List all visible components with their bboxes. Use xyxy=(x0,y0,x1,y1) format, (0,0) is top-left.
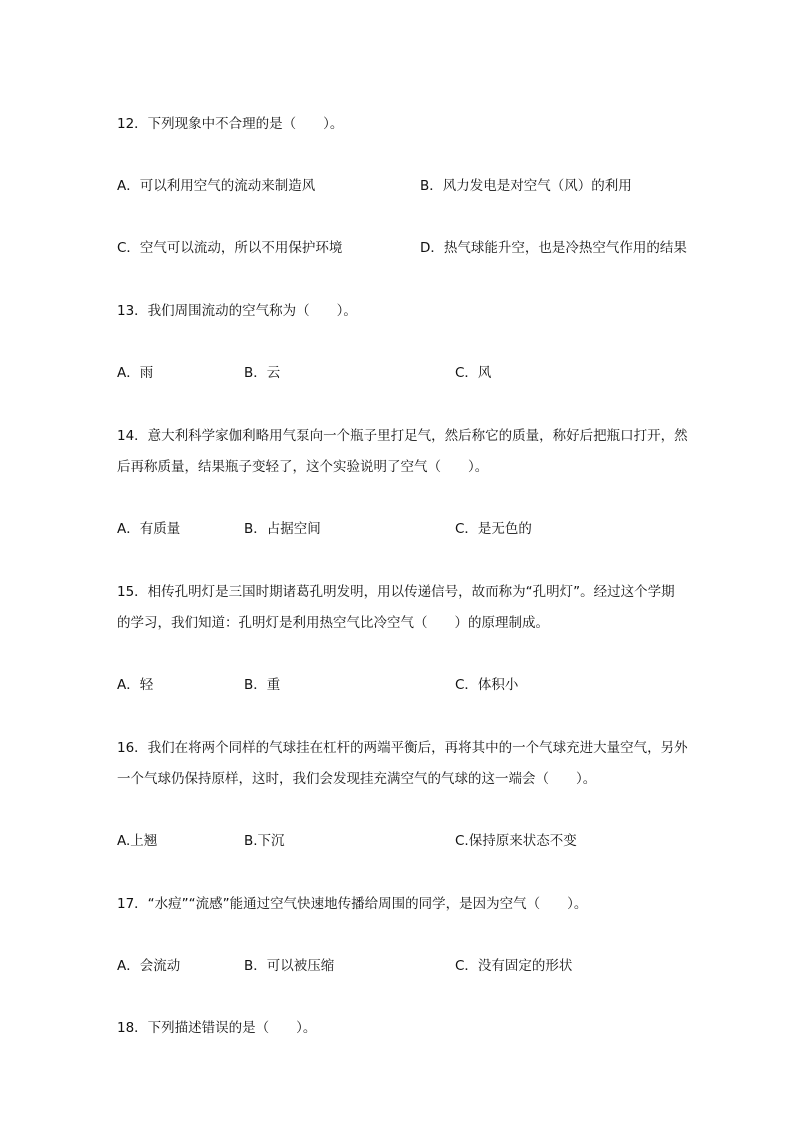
question-17-option-c: C．没有固定的形状 xyxy=(455,958,573,974)
question-16-stem-line-1: 16．我们在将两个同样的气球挂在杠杆的两端平衡后，再将其中的一个气球充进大量空气，另外 xyxy=(117,740,688,756)
question-14-stem-line-1: 14．意大利科学家伽利略用气泵向一个瓶子里打足气，然后称它的质量，称好后把瓶口打开，然 xyxy=(117,428,688,444)
question-16-option-c: C.保持原来状态不变 xyxy=(455,833,577,849)
question-16-stem-line-2: 一个气球仍保持原样，这时，我们会发现挂充满空气的气球的这一端会（ ）。 xyxy=(117,771,597,787)
question-14-option-a: A．有质量 xyxy=(117,521,181,537)
question-18-stem: 18．下列描述错误的是（ ）。 xyxy=(117,1020,317,1036)
question-12-option-a: A．可以利用空气的流动来制造风 xyxy=(117,178,316,194)
question-13-stem: 13．我们周围流动的空气称为（ ）。 xyxy=(117,303,357,319)
question-15-option-c: C．体积小 xyxy=(455,677,519,693)
question-15-stem-line-2: 的学习，我们知道：孔明灯是利用热空气比冷空气（ ）的原理制成。 xyxy=(117,615,549,631)
question-17-option-b: B．可以被压缩 xyxy=(244,958,335,974)
question-13-option-c: C．风 xyxy=(455,365,492,381)
question-12-option-b: B．风力发电是对空气（风）的利用 xyxy=(420,178,632,194)
question-17-stem: 17．“水痘”“流感”能通过空气快速地传播给周围的同学，是因为空气（ ）。 xyxy=(117,896,588,912)
question-12-option-c: C．空气可以流动，所以不用保护环境 xyxy=(117,240,343,256)
question-15-option-a: A．轻 xyxy=(117,677,154,693)
question-13-option-b: B．云 xyxy=(244,365,281,381)
question-15-option-b: B．重 xyxy=(244,677,281,693)
question-12-option-d: D．热气球能升空，也是冷热空气作用的结果 xyxy=(420,240,687,256)
question-14-option-c: C．是无色的 xyxy=(455,521,532,537)
question-15-stem-line-1: 15．相传孔明灯是三国时期诸葛孔明发明，用以传递信号，故而称为“孔明灯”。经过这个学期 xyxy=(117,584,675,600)
question-12-stem: 12．下列现象中不合理的是（ ）。 xyxy=(117,116,344,132)
question-14-option-b: B．占据空间 xyxy=(244,521,321,537)
question-14-stem-line-2: 后再称质量，结果瓶子变轻了，这个实验说明了空气（ ）。 xyxy=(117,459,489,475)
question-16-option-b: B.下沉 xyxy=(244,833,285,849)
question-13-option-a: A．雨 xyxy=(117,365,154,381)
question-17-option-a: A．会流动 xyxy=(117,958,181,974)
question-16-option-a: A.上翘 xyxy=(117,833,158,849)
